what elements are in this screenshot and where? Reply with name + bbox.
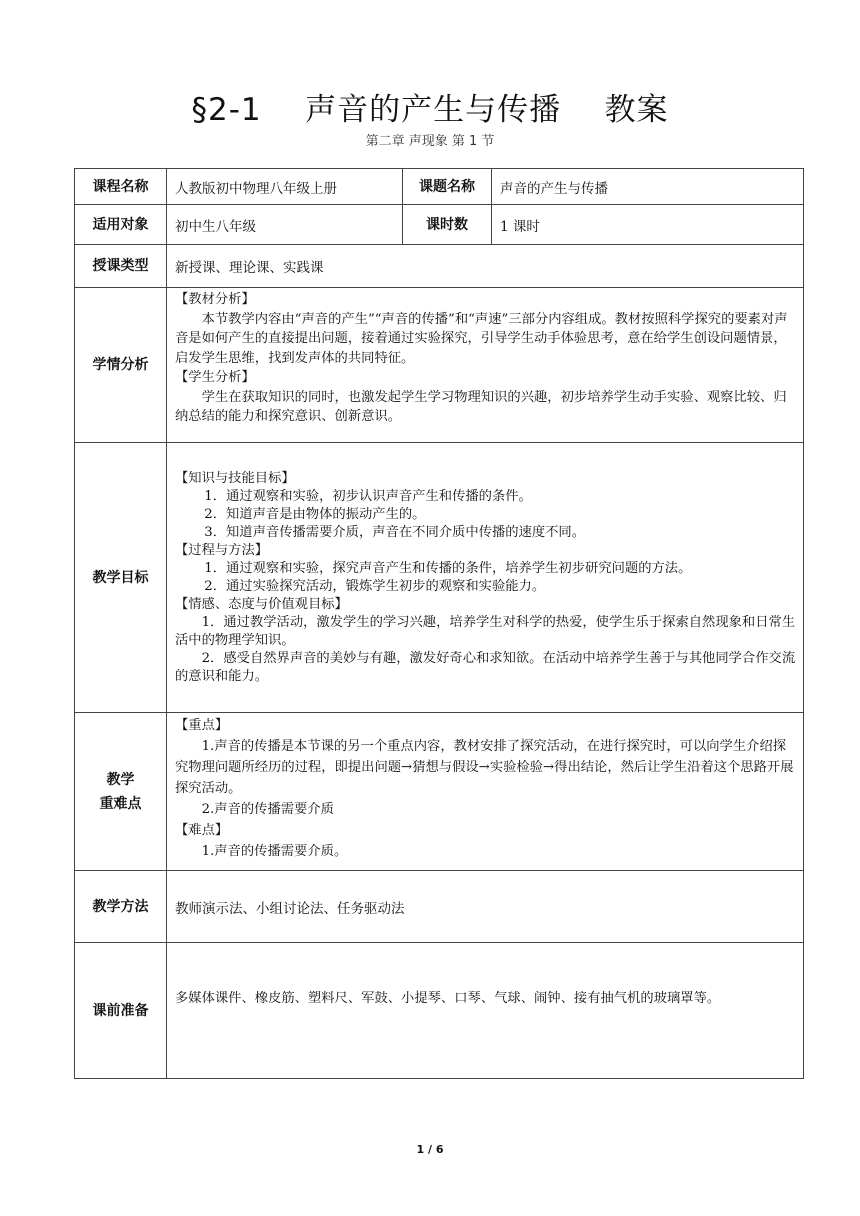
table-row	[75, 288, 804, 443]
keypoints-label-line1: 教学	[106, 771, 135, 788]
emotion-goal-2: 2．感受自然界声音的美妙与有趣，激发好奇心和求知欲。在活动中培养学生善于与其他同学合作交流的意识和能力。	[175, 650, 796, 684]
textbook-analysis-heading: 【教材分析】	[175, 292, 255, 307]
process-goal-1: 1．通过观察和实验，探究声音产生和传播的条件，培养学生初步研究问题的方法。	[204, 560, 692, 576]
topic-name-value: 声音的产生与传播	[492, 169, 804, 205]
difficult-point-1: 1.声音的传播需要介质。	[201, 844, 348, 859]
key-point-1: 1.声音的传播是本节课的另一个重点内容，教材安排了探究活动，在进行探究时，可以向学生介绍探究物理问题所经历的过程，即提出问题→猜想与假设→实验检验→得出结论，然后让学生沿着这个思路开展探究活动。	[175, 739, 794, 796]
keypoints-content	[167, 713, 804, 871]
lesson-plan-table	[74, 168, 804, 1079]
prep-value: 多媒体课件、橡皮筋、塑料尺、军鼓、小提琴、口琴、气球、闹钟、接有抽气机的玻璃罩等。	[167, 943, 804, 1079]
analysis-label: 学情分析	[75, 288, 167, 443]
goals-content	[167, 443, 804, 713]
knowledge-goal-3: 3．知道声音传播需要介质，声音在不同介质中传播的速度不同。	[204, 524, 586, 540]
student-analysis-text: 学生在获取知识的同时，也激发起学生学习物理知识的兴趣，初步培养学生动手实验、观察比较、归纳总结的能力和探究意识、创新意识。	[175, 389, 787, 424]
lesson-type-value: 新授课、理论课、实践课	[167, 245, 804, 288]
document-subtitle: 第二章 声现象 第 1 节	[365, 134, 495, 149]
process-goals-heading: 【过程与方法】	[175, 542, 269, 558]
goals-label: 教学目标	[75, 443, 167, 713]
emotion-goals-heading: 【情感、态度与价值观目标】	[175, 596, 348, 612]
method-label: 教学方法	[75, 871, 167, 943]
process-goal-2: 2．通过实验探究活动，锻炼学生初步的观察和实验能力。	[204, 578, 546, 594]
audience-value: 初中生八年级	[167, 205, 403, 245]
table-row	[75, 245, 804, 288]
key-point-2: 2.声音的传播需要介质	[201, 802, 334, 817]
knowledge-goals-heading: 【知识与技能目标】	[175, 470, 295, 486]
knowledge-goal-2: 2．知道声音是由物体的振动产生的。	[204, 506, 426, 522]
topic-name-label: 课题名称	[403, 169, 492, 205]
prep-label: 课前准备	[75, 943, 167, 1079]
table-row	[75, 205, 804, 245]
table-row	[75, 169, 804, 205]
table-row	[75, 713, 804, 871]
analysis-content	[167, 288, 804, 443]
key-points-heading: 【重点】	[175, 718, 229, 733]
table-row	[75, 943, 804, 1079]
audience-label: 适用对象	[75, 205, 167, 245]
keypoints-label-line2: 重难点	[99, 795, 142, 812]
table-row	[75, 443, 804, 713]
lesson-type-label: 授课类型	[75, 245, 167, 288]
keypoints-label	[75, 713, 167, 871]
textbook-analysis-text: 本节教学内容由“声音的产生”“声音的传播”和“声速”三部分内容组成。教材按照科学探究的要素对声音是如何产生的直接提出问题，接着通过实验探究，引导学生动手体验思考，意在给学生创设问题情景，启发学生思维，找到发声体的共同特征。	[175, 311, 788, 366]
hours-value: 1 课时	[492, 205, 804, 245]
course-name-label: 课程名称	[75, 169, 167, 205]
document-title: §2-1 声音的产生与传播 教案	[191, 92, 669, 128]
difficult-points-heading: 【难点】	[175, 823, 229, 838]
emotion-goal-1: 1．通过教学活动，激发学生的学习兴趣，培养学生对科学的热爱，使学生乐于探索自然现象和日常生活中的物理学知识。	[175, 614, 796, 648]
hours-label: 课时数	[403, 205, 492, 245]
student-analysis-heading: 【学生分析】	[175, 370, 255, 385]
page-number: 1 / 6	[416, 1143, 444, 1156]
table-row	[75, 871, 804, 943]
course-name-value: 人教版初中物理八年级上册	[167, 169, 403, 205]
method-value: 教师演示法、小组讨论法、任务驱动法	[167, 871, 804, 943]
knowledge-goal-1: 1．通过观察和实验，初步认识声音产生和传播的条件。	[204, 488, 532, 504]
